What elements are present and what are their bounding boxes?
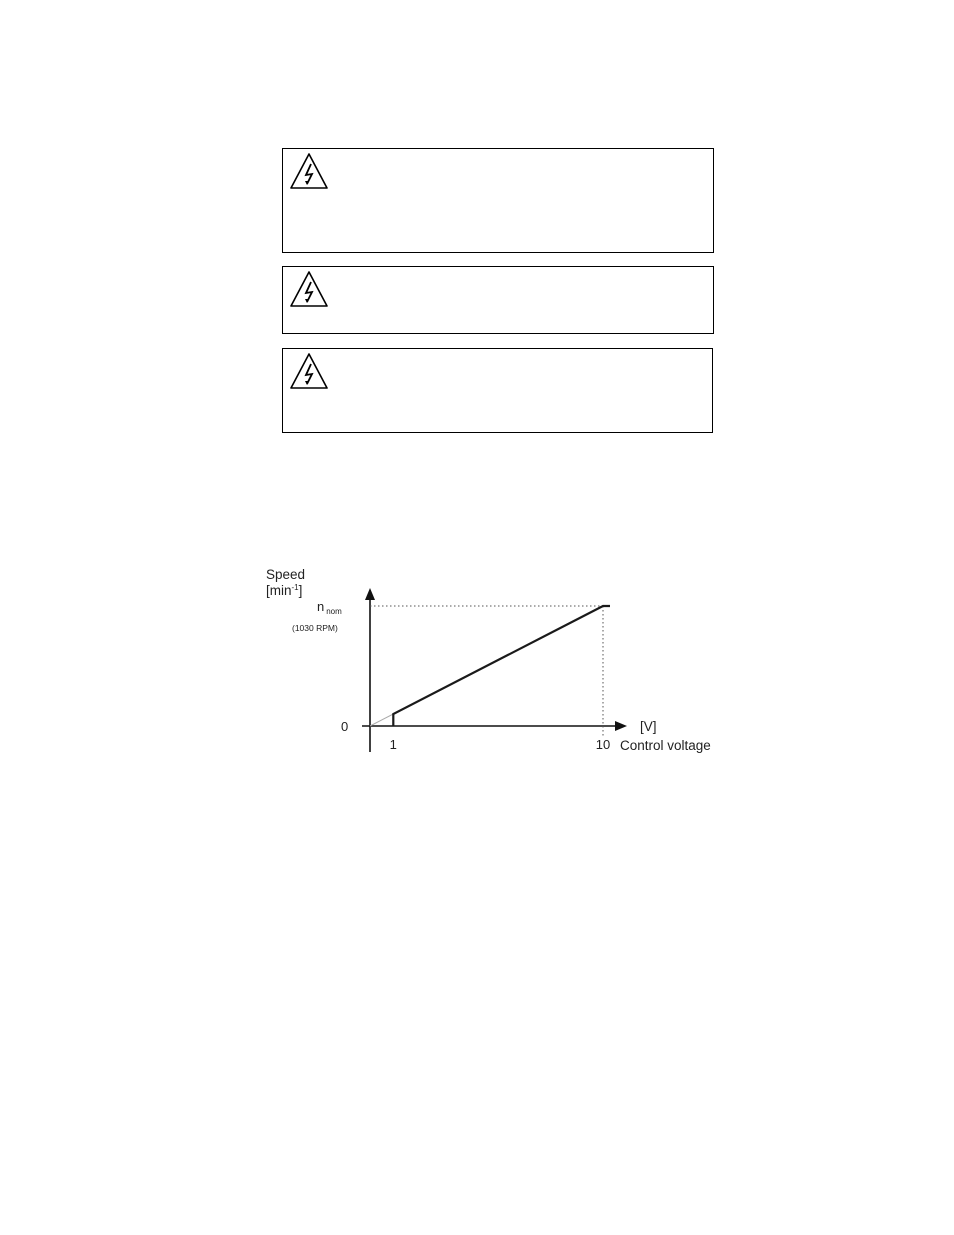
y-zero-label: 0 — [341, 719, 349, 734]
guide-line — [370, 714, 393, 726]
x-axis-label: Control voltage — [620, 738, 711, 753]
nnom-label: n $_{nom}$ — [317, 599, 342, 616]
y-axis-unit: $[\min^{-1}]$ — [266, 583, 303, 598]
warning-box-1 — [282, 148, 714, 253]
electrical-hazard-icon — [289, 270, 329, 308]
electrical-hazard-icon — [289, 352, 329, 390]
warning-box-3 — [282, 348, 713, 433]
warning-box-2 — [282, 266, 714, 334]
y-axis-arrowhead — [365, 588, 375, 600]
x-axis-arrowhead — [615, 721, 627, 731]
nnom-value-label: (1030 RPM) — [292, 623, 338, 633]
speed-series-line — [393, 606, 610, 726]
x-axis-unit: [V] — [640, 719, 657, 734]
x-tick-label-1: 1 — [389, 737, 397, 752]
x-tick-label-10: 10 — [595, 737, 611, 752]
y-axis-label: Speed — [266, 567, 306, 582]
electrical-hazard-icon — [289, 152, 329, 190]
